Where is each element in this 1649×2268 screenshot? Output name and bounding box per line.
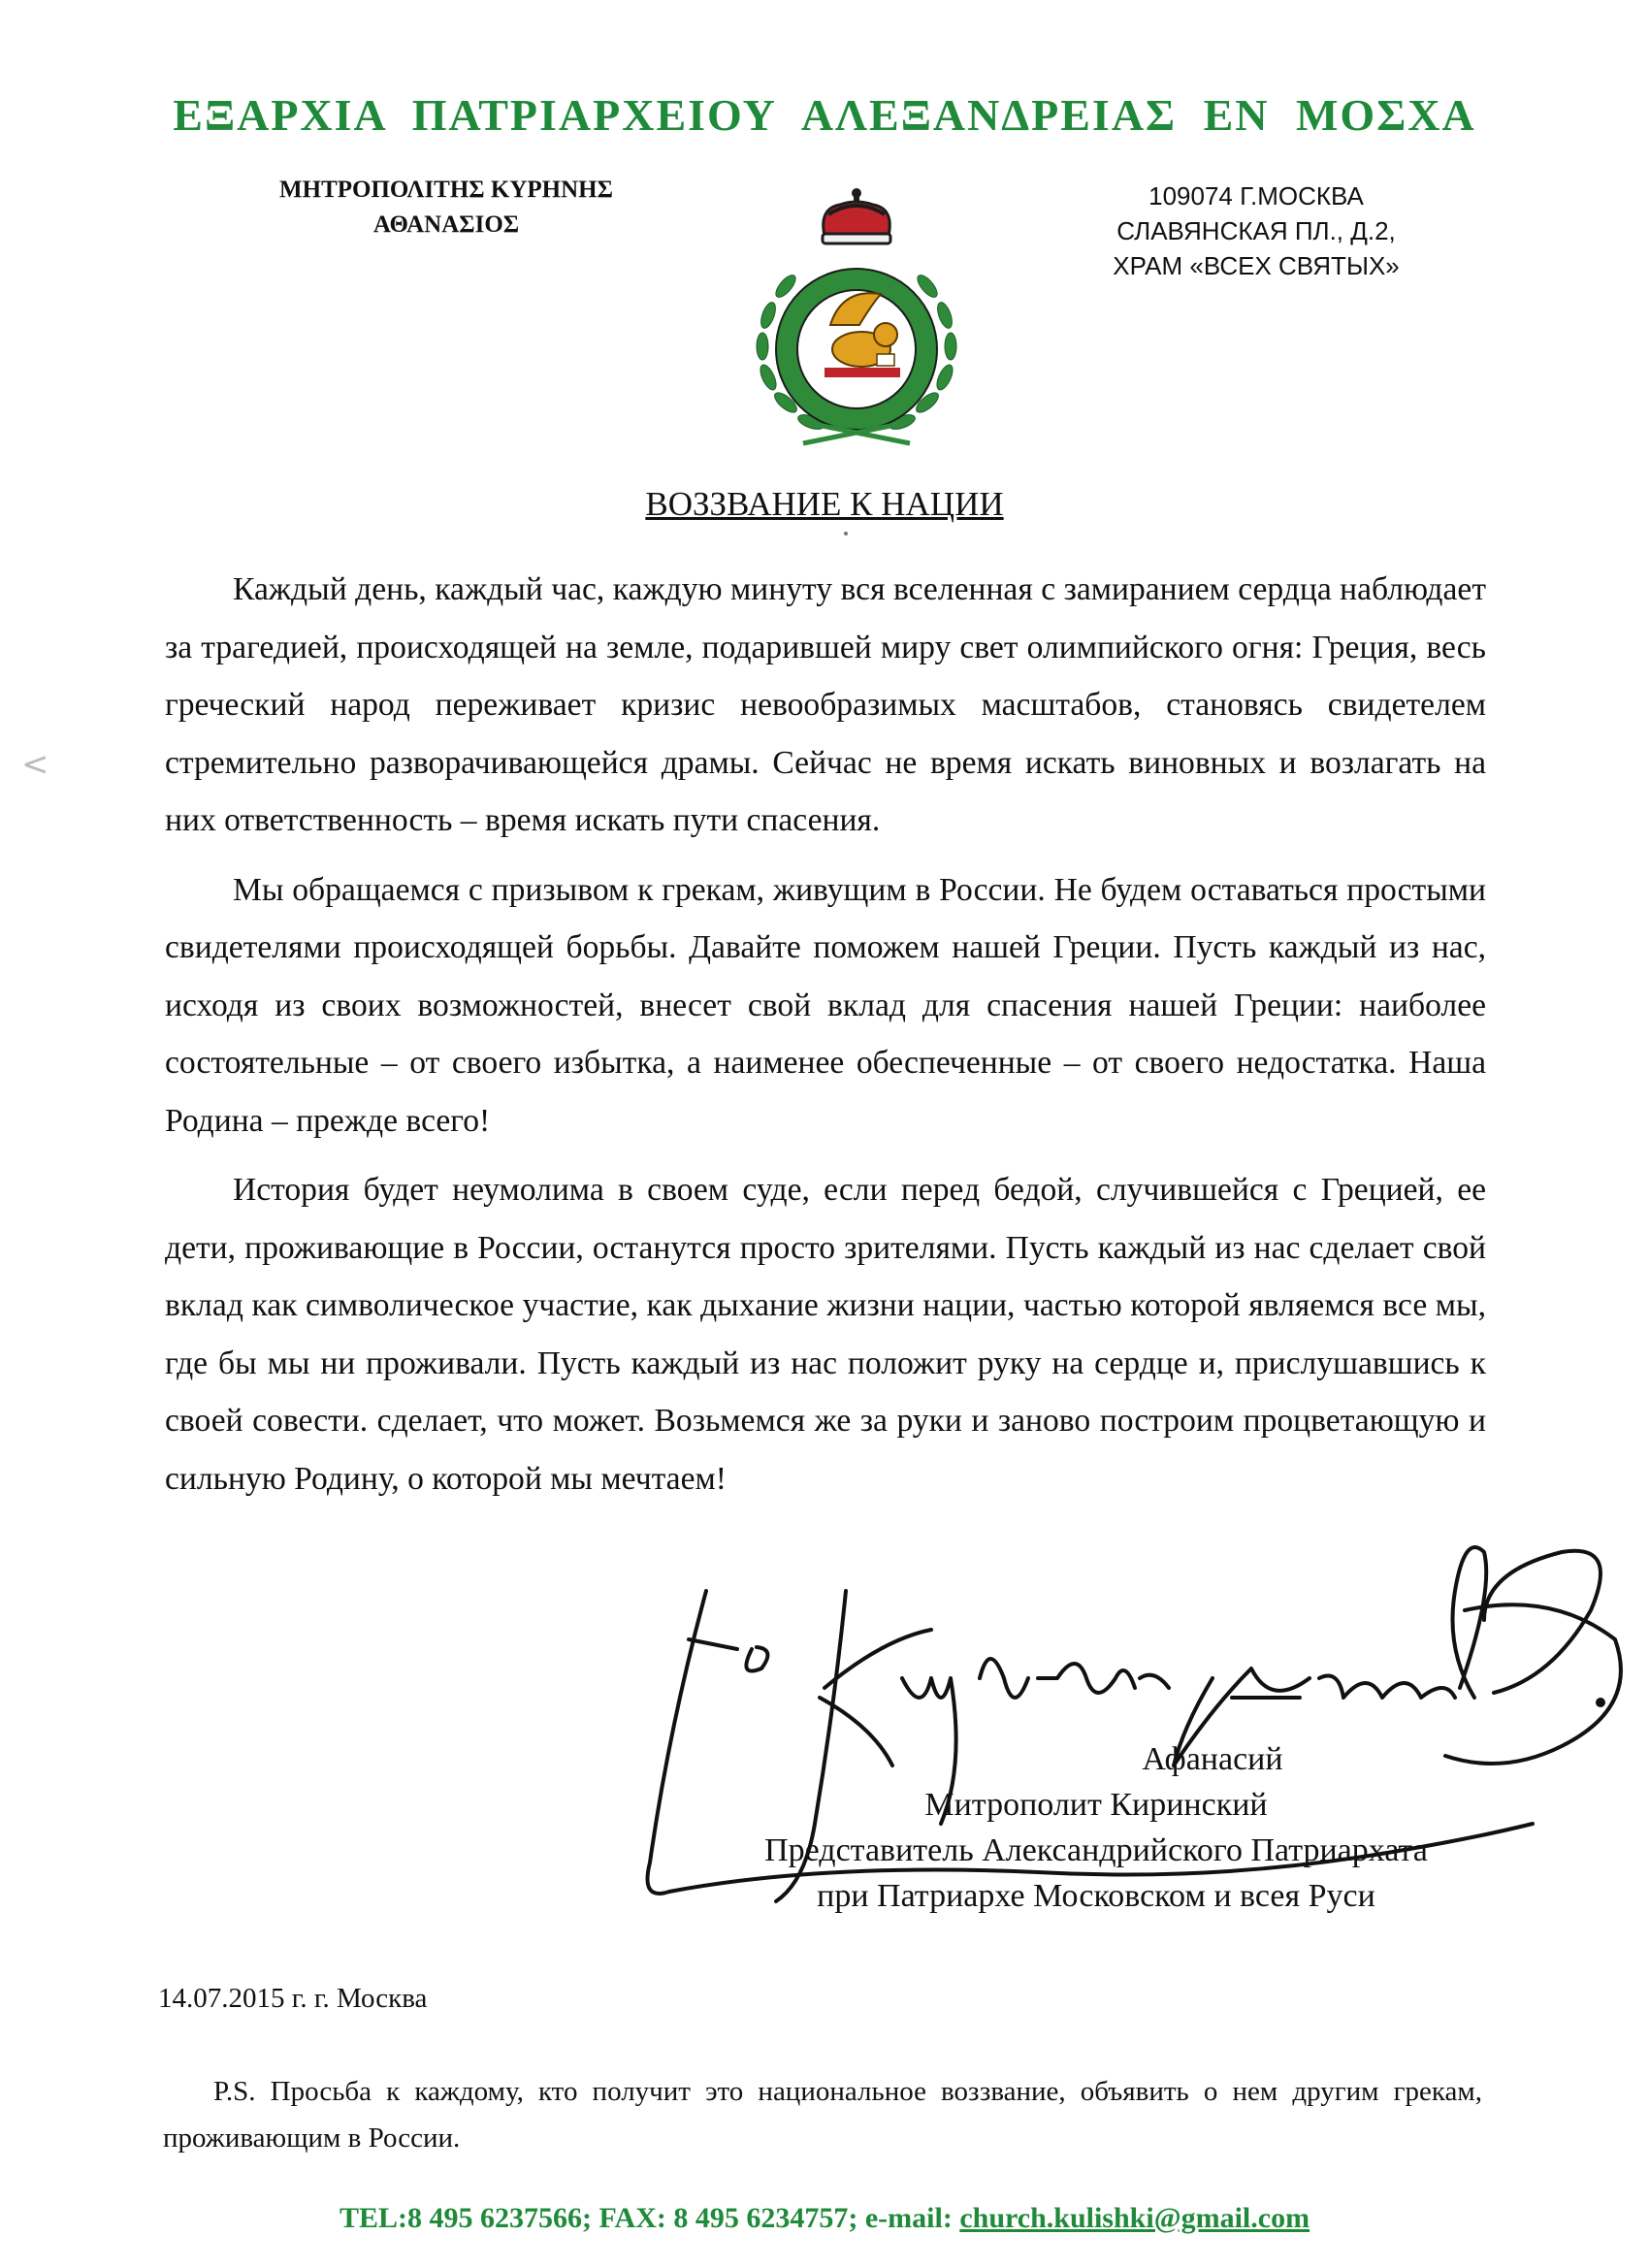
metropolitan-title-line2: ΑΘΑΝΑΣΙΟΣ <box>372 211 520 238</box>
margin-mark: < <box>21 745 49 784</box>
document-body <box>165 561 1486 1519</box>
signatory-title-3: при Патриархе Московском и всея Руси <box>817 1878 1375 1914</box>
metropolitan-title <box>213 173 679 243</box>
document-heading: ВОЗЗВАНИЕ К НАЦИИ <box>645 485 1004 523</box>
signatory-title-2: Представитель Александрийского Патриархата <box>764 1832 1428 1868</box>
footer-email-link[interactable]: church.kulishki@gmail.com <box>959 2202 1310 2234</box>
address-line2: СЛАВЯНСКАЯ ПЛ., Д.2, <box>1116 216 1396 245</box>
paragraph-1: Каждый день, каждый час, каждую минуту вся вселенная с замиранием сердца наблюдает за трагедией, происходящей на земле, подарившей миру свет олимпийского огня: Греция, весь греческий народ переживает кризис невообразимых масштабов, становясь свидетелем стремительно разворачивающейся драмы. Сейчас не время искать виновных и возлагать на них ответственность – время искать пути спасения. <box>165 571 1486 838</box>
signatory-name: Афанасий <box>1142 1741 1283 1777</box>
crown-icon <box>823 188 890 243</box>
postscript <box>163 2068 1482 2161</box>
organization-title: ΕΞΑΡΧΙΑ ΠΑΤΡΙΑΡΧΕΙΟΥ ΑΛΕΞΑΝΔΡΕΙΑΣ ΕΝ ΜΟΣΧΑ <box>173 90 1476 140</box>
address-line1: 109074 Г.МОСКВА <box>1148 181 1364 211</box>
paragraph-3: История будет неумолима в своем суде, если перед бедой, случившейся с Грецией, ее дети, проживающие в России, останутся просто зрителями. Пусть каждый из нас сделает свой вклад как символическое участие, как дыхание жизни нации, частью которой являемся все мы, где бы мы ни проживали. Пусть каждый из нас положит руку на сердце и, прислушавшись к своей совести. сделает, что может. Возьмемся же за руки и заново построим процветающую и сильную Родину, о которой мы мечтаем! <box>165 1172 1486 1497</box>
paragraph-2: Мы обращаемся с призывом к грекам, живущим в России. Не будем оставаться простыми свидетелями происходящей борьбы. Давайте поможем нашей Греции. Пусть каждый из нас, исходя из своих возможностей, внесет свой вклад для спасения нашей Греции: наиболее состоятельные – от своего избытка, а наименее обеспеченные – от своего недостатка. Наша Родина – прежде всего! <box>165 871 1486 1139</box>
address-line3: ХРАМ «ВСЕХ СВЯТЫХ» <box>1113 251 1400 280</box>
address-block <box>1067 178 1445 283</box>
signatory-title-1: Митрополит Киринский <box>924 1787 1268 1823</box>
signature-block <box>621 1736 1571 1919</box>
postscript-text: P.S. Просьба к каждому, кто получит это национальное воззвание, объявить о нем другим грекам, проживающим в России. <box>163 2076 1482 2154</box>
metropolitan-title-line1: ΜΗΤΡΟΠΟΛΙΤΗΣ ΚΥΡΗΝΗΣ <box>279 177 613 203</box>
date-place: 14.07.2015 г. г. Москва <box>158 1983 428 2014</box>
footer-contacts <box>0 2202 1649 2235</box>
footer-phone-fax: TEL:8 495 6237566; FAX: 8 495 6234757; e-mail: <box>339 2202 960 2234</box>
patriarchate-emblem-icon <box>735 179 978 451</box>
heading-dot <box>844 532 848 535</box>
